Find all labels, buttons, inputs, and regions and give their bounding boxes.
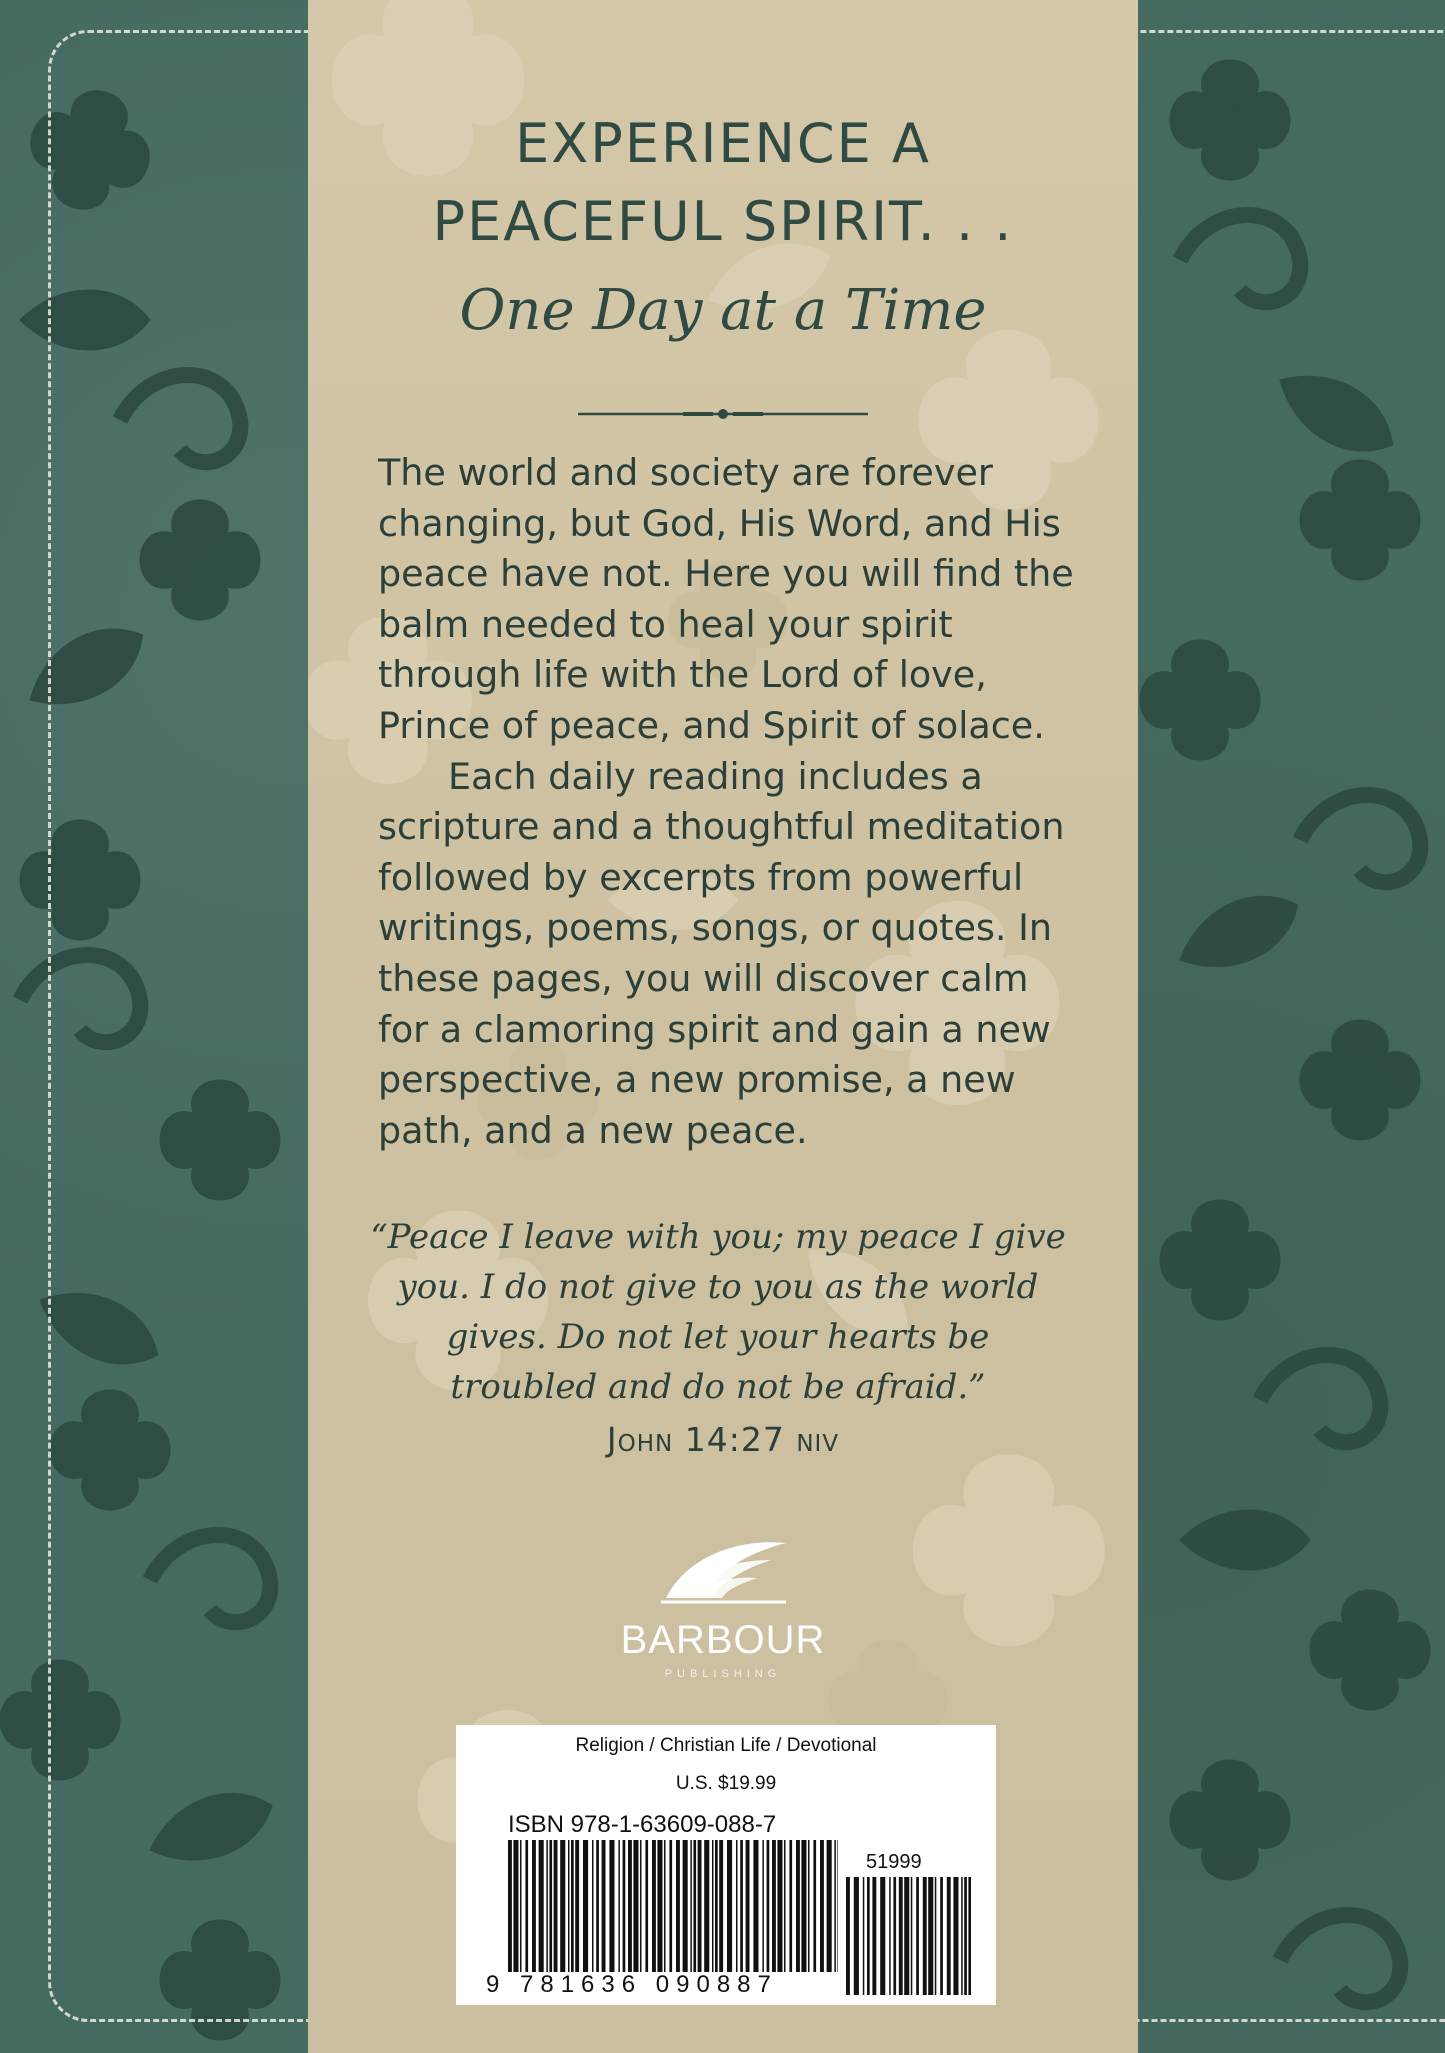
barcode-bar bbox=[698, 1840, 702, 1972]
barcode-bar bbox=[872, 1877, 876, 1995]
barcode-bar bbox=[549, 1840, 552, 1972]
barcode-bar bbox=[618, 1840, 620, 1972]
barcode-bar bbox=[947, 1877, 951, 1995]
barcode-bar bbox=[867, 1877, 870, 1995]
barcode-bar bbox=[539, 1840, 544, 1972]
barcode-bar bbox=[712, 1840, 714, 1972]
barcode-bar bbox=[837, 1840, 838, 1972]
citation-text: John 14:27 niv bbox=[606, 1420, 840, 1459]
barcode-bar bbox=[560, 1840, 565, 1972]
script-title: One Day at a Time bbox=[459, 278, 987, 343]
barcode-bar bbox=[592, 1840, 594, 1972]
scripture-quote: “Peace I leave with you; my peace I give you. I do not give to you as the world gives. Do not let your hearts be troubled and do not be afraid.” bbox=[370, 1217, 1066, 1407]
barcode-bar bbox=[820, 1840, 824, 1972]
barcode-bar bbox=[520, 1840, 522, 1972]
barcode-bar bbox=[863, 1877, 865, 1995]
center-panel bbox=[308, 0, 1138, 2053]
headline-line-1: EXPERIENCE A bbox=[515, 112, 931, 175]
barcode-bar bbox=[645, 1840, 648, 1972]
barcode-bar bbox=[953, 1877, 958, 1995]
barcode-bar bbox=[916, 1877, 919, 1995]
panel-content bbox=[308, 0, 1138, 2053]
barcode-bar bbox=[827, 1840, 832, 1972]
barcode-addon-label: 51999 bbox=[866, 1851, 922, 1873]
barcode-bar bbox=[846, 1877, 850, 1995]
barcode-bar bbox=[715, 1840, 718, 1972]
barcode-bar bbox=[777, 1840, 782, 1972]
scripture-citation bbox=[308, 1420, 1138, 1459]
barcode-bar bbox=[554, 1840, 558, 1972]
barcode-bar bbox=[928, 1877, 933, 1995]
barcode-bar bbox=[664, 1840, 666, 1972]
barcode-bar bbox=[740, 1840, 743, 1972]
barcode-bar bbox=[513, 1840, 518, 1972]
barcode-bar bbox=[583, 1840, 588, 1972]
barcode-bar bbox=[676, 1840, 680, 1972]
barcode-bar bbox=[727, 1840, 732, 1972]
barcode-bar bbox=[854, 1877, 859, 1995]
barcode-bar bbox=[746, 1840, 750, 1972]
publisher-logo-icon bbox=[646, 1528, 796, 1608]
barcode-bar bbox=[508, 1840, 512, 1972]
barcode-bar bbox=[736, 1840, 738, 1972]
barcode-bar bbox=[899, 1877, 903, 1995]
addon-barcode bbox=[846, 1877, 971, 1995]
ornament-divider bbox=[578, 406, 868, 422]
main-barcode bbox=[508, 1840, 838, 1972]
barcode-bar bbox=[789, 1840, 792, 1972]
barcode-bar bbox=[911, 1877, 913, 1995]
barcode-bar bbox=[923, 1877, 927, 1995]
description-paragraph-1: The world and society are forever changing, but God, His Word, and His peace have not. Here you will find the balm needed to heal your spirit through life with the Lord of love, Prince of peace, and Spirit of solace. bbox=[378, 451, 1074, 747]
barcode-bar bbox=[623, 1840, 626, 1972]
barcode-bar bbox=[633, 1840, 638, 1972]
barcode-bar bbox=[602, 1840, 606, 1972]
barcode-bar bbox=[546, 1840, 548, 1972]
publisher-name: BARBOUR bbox=[620, 1618, 826, 1662]
barcode-isbn: ISBN 978-1-63609-088-7 bbox=[508, 1811, 777, 1838]
barcode-bar bbox=[693, 1840, 696, 1972]
barcode-bar bbox=[772, 1840, 776, 1972]
barcode-bar bbox=[753, 1840, 758, 1972]
barcode-bar bbox=[968, 1877, 971, 1995]
barcode-bar bbox=[889, 1877, 891, 1995]
barcode-bar bbox=[904, 1877, 909, 1995]
barcode-bar bbox=[961, 1877, 963, 1995]
barcode-bar bbox=[683, 1840, 688, 1972]
barcode-bar bbox=[596, 1840, 599, 1972]
barcode-bar bbox=[568, 1840, 570, 1972]
barcode-bar bbox=[767, 1840, 770, 1972]
barcode-bar bbox=[834, 1840, 836, 1972]
barcode-bar bbox=[657, 1840, 662, 1972]
barcode-bar bbox=[935, 1877, 937, 1995]
barcode-bar bbox=[964, 1877, 967, 1995]
barcode-bar bbox=[571, 1840, 574, 1972]
barcode-price: U.S. $19.99 bbox=[675, 1773, 777, 1794]
barcode-bar bbox=[880, 1877, 885, 1995]
barcode-category: Religion / Christian Life / Devotional bbox=[575, 1735, 877, 1756]
barcode-bar bbox=[762, 1840, 764, 1972]
barcode-bar bbox=[575, 1840, 579, 1972]
barcode-bar bbox=[719, 1840, 723, 1972]
barcode-bar bbox=[690, 1840, 692, 1972]
barcode-bar bbox=[628, 1840, 632, 1972]
barcode-bar bbox=[525, 1840, 528, 1972]
barcode-bar bbox=[808, 1840, 810, 1972]
barcode-bar bbox=[784, 1840, 786, 1972]
barcode-bar bbox=[704, 1840, 709, 1972]
barcode-label bbox=[456, 1725, 996, 2005]
headline-line-2: PEACEFUL SPIRIT. . . bbox=[432, 190, 1014, 253]
description-paragraph-2: Each daily reading includes a scripture and a thoughtful meditation followed by excerpts from powerful writings, poems, songs, or quotes. In these pages, you will discover calm for a clamoring spirit and gain a new perspective, a new promise, a new path, and a new peace. bbox=[378, 754, 1065, 1152]
barcode-bar bbox=[669, 1840, 672, 1972]
barcode-bar bbox=[532, 1840, 536, 1972]
barcode-bar bbox=[801, 1840, 806, 1972]
barcode-bar bbox=[796, 1840, 800, 1972]
publisher-subtitle: PUBLISHING bbox=[664, 1668, 782, 1680]
barcode-bar bbox=[893, 1877, 896, 1995]
barcode-bar bbox=[609, 1840, 614, 1972]
barcode-bar bbox=[652, 1840, 656, 1972]
barcode-bar bbox=[940, 1877, 943, 1995]
barcode-bar bbox=[813, 1840, 816, 1972]
barcode-digits: 9 781636 090887 bbox=[486, 1971, 778, 1998]
description bbox=[378, 448, 1078, 1156]
barcode-bar bbox=[640, 1840, 642, 1972]
